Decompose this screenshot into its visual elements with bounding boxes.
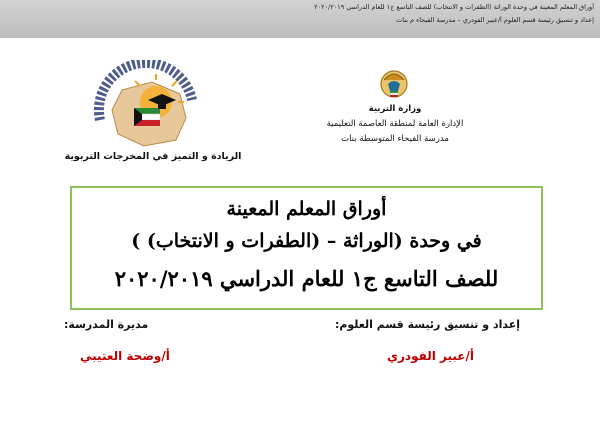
- school-name: مدرسة الفيحاء المتوسطة بنات: [341, 134, 449, 144]
- prepared-by-label: إعداد و تنسيق رئيسة قسم العلوم:: [334, 318, 520, 331]
- prepared-by-name: أ/عبير الفودري: [387, 349, 474, 363]
- header-line-1: أوراق المعلم المعينة في وحدة الوراثة (الطفرات و الانتخاب) للصف التاسع ج١ للعام الدراسي ٢٠٢٠/٢٠١٩: [314, 3, 594, 11]
- principal-label: مديرة المدرسة:: [64, 318, 149, 331]
- header-line-2: إعداد و تنسيق رئيسة قسم العلوم أ/عبير الفودري – مدرسة الفيحاء م بنات: [396, 16, 594, 24]
- education-district: الإدارة العامة لمنطقة العاصمة التعليمية: [326, 119, 464, 129]
- title-box: [70, 186, 543, 310]
- title-line-2: في وحدة (الوراثة – (الطفرات و الانتخاب) ): [131, 230, 482, 252]
- ministry-info: [300, 102, 490, 147]
- state-emblem-icon: [376, 64, 412, 100]
- principal-name: أ/وضحة العتيبي: [80, 349, 170, 363]
- school-motto: الريادة و التميز في المخرجات التربوية: [64, 151, 242, 162]
- title-line-3: للصف التاسع ج١ للعام الدراسي ٢٠٢٠/٢٠١٩: [114, 266, 499, 291]
- document-header-strip: [0, 0, 600, 38]
- school-logo-icon: [82, 60, 210, 152]
- ministry-name: وزارة التربية: [368, 104, 422, 114]
- title-line-1: أوراق المعلم المعينة: [226, 198, 387, 220]
